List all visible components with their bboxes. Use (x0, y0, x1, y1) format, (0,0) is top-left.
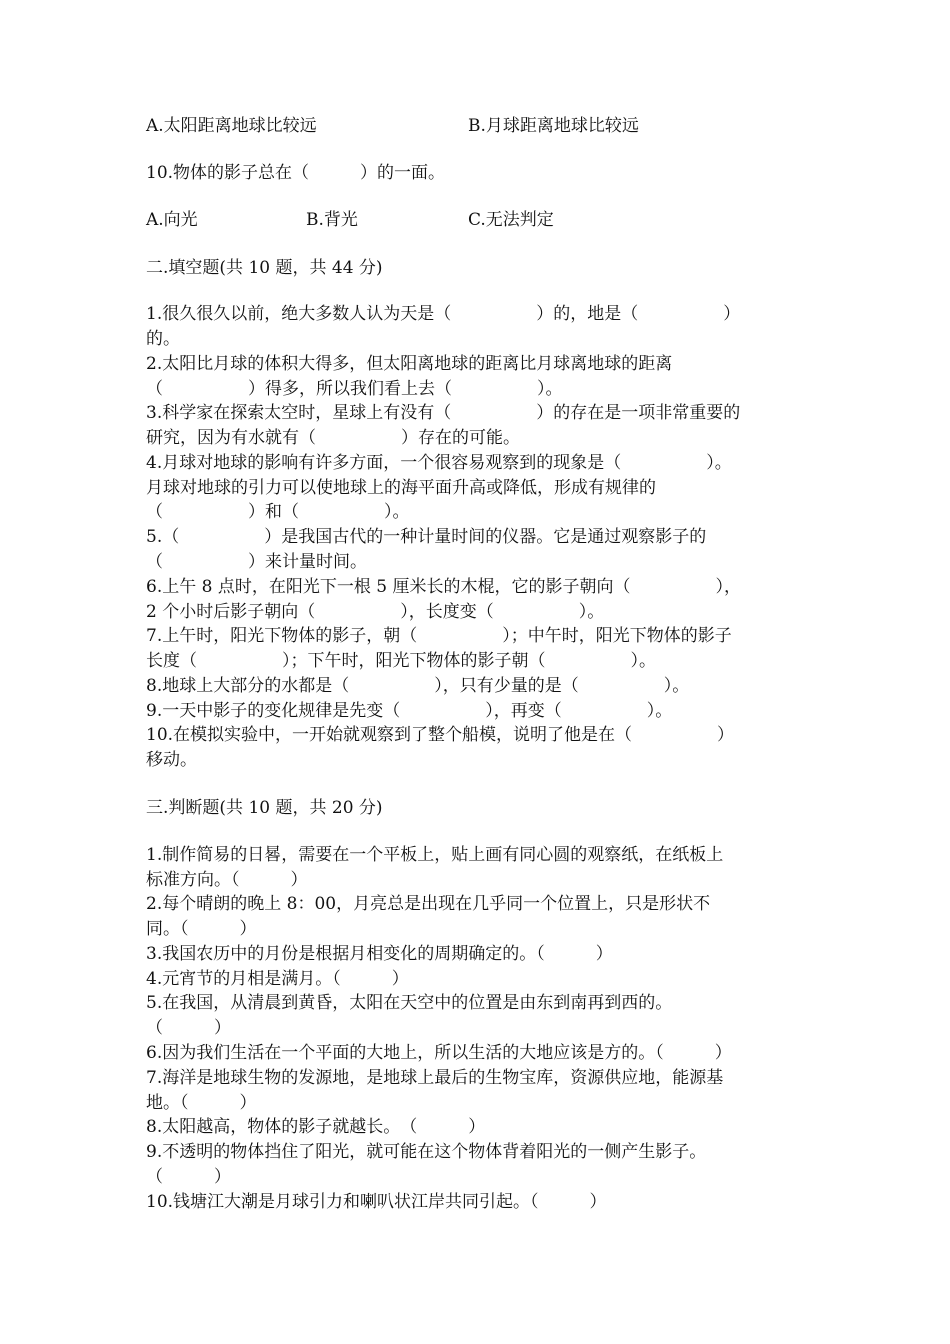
section3-line: （ ） (146, 1167, 231, 1187)
section3-line: 5.在我国，从清晨到黄昏，太阳在天空中的位置是由东到南再到西的。 (146, 993, 673, 1013)
section2-line: 2 个小时后影子朝向（ ），长度变（ ）。 (146, 602, 605, 622)
section3-line: 地。（ ） (146, 1093, 257, 1113)
q10-option-c: C.无法判定 (468, 210, 554, 230)
section2-line: （ ）来计量时间。 (146, 552, 367, 572)
q10-option-b: B.背光 (306, 210, 358, 230)
section2-line: （ ）得多，所以我们看上去（ ）。 (146, 379, 563, 399)
section3-line: 7.海洋是地球生物的发源地，是地球上最后的生物宝库，资源供应地，能源基 (146, 1068, 724, 1088)
section2-line: 移动。 (146, 750, 197, 770)
section3-line: 8.太阳越高，物体的影子就越长。 （ ） (146, 1117, 486, 1137)
section3-title: 三.判断题(共 10 题，共 20 分) (146, 798, 383, 818)
q10-option-a: A.向光 (146, 210, 198, 230)
section2-line: 10.在模拟实验中，一开始就观察到了整个船模，说明了他是在（ ） (146, 725, 735, 745)
section3-line: 10.钱塘江大潮是月球引力和喇叭状江岸共同引起。（ ） (146, 1192, 607, 1212)
section2-line: 4.月球对地球的影响有许多方面，一个很容易观察到的现象是（ ）。 (146, 453, 732, 473)
section3-line: 6.因为我们生活在一个平面的大地上，所以生活的大地应该是方的。（ ） (146, 1043, 732, 1063)
section3-line: 3.我国农历中的月份是根据月相变化的周期确定的。（ ） (146, 944, 613, 964)
section3-line: 标准方向。（ ） (146, 870, 308, 890)
section2-line: 5.（ ）是我国古代的一种计量时间的仪器。它是通过观察影子的 (146, 527, 707, 547)
section2-line: 月球对地球的引力可以使地球上的海平面升高或降低，形成有规律的 (146, 478, 656, 498)
section2-line: 7.上午时，阳光下物体的影子，朝（ ）；中午时，阳光下物体的影子 (146, 626, 732, 646)
section3-line: 4.元宵节的月相是满月。（ ） (146, 969, 409, 989)
section2-line: 3.科学家在探索太空时，星球上有没有（ ）的存在是一项非常重要的 (146, 403, 741, 423)
section2-line: 8.地球上大部分的水都是（ ），只有少量的是（ ）。 (146, 676, 690, 696)
section2-line: 2.太阳比月球的体积大得多，但太阳离地球的距离比月球离地球的距离 (146, 354, 673, 374)
section2-line: 1.很久很久以前，绝大多数人认为天是（ ）的，地是（ ） (146, 304, 741, 324)
section2-line: 的。 (146, 329, 180, 349)
q9-option-a: A.太阳距离地球比较远 (146, 116, 317, 136)
section3-line: 9.不透明的物体挡住了阳光，就可能在这个物体背着阳光的一侧产生影子。 (146, 1142, 707, 1162)
section2-line: 研究，因为有水就有（ ）存在的可能。 (146, 428, 520, 448)
section3-line: 1.制作简易的日晷，需要在一个平板上，贴上画有同心圆的观察纸，在纸板上 (146, 845, 724, 865)
section2-line: （ ）和（ ）。 (146, 502, 410, 522)
section3-line: （ ） (146, 1018, 231, 1038)
section2-line: 9.一天中影子的变化规律是先变（ ），再变（ ）。 (146, 701, 673, 721)
section3-line: 2.每个晴朗的晚上 8：00，月亮总是出现在几乎同一个位置上，只是形状不 (146, 894, 711, 914)
section3-line: 同。（ ） (146, 919, 257, 939)
section2-line: 长度（ ）；下午时，阳光下物体的影子朝（ ）。 (146, 651, 656, 671)
section2-line: 6.上午 8 点时，在阳光下一根 5 厘米长的木棍，它的影子朝向（ ）， (146, 577, 741, 597)
q9-option-b: B.月球距离地球比较远 (468, 116, 639, 136)
q10-stem: 10.物体的影子总在（ ）的一面。 (146, 163, 446, 183)
section2-title: 二.填空题(共 10 题，共 44 分) (146, 258, 383, 278)
